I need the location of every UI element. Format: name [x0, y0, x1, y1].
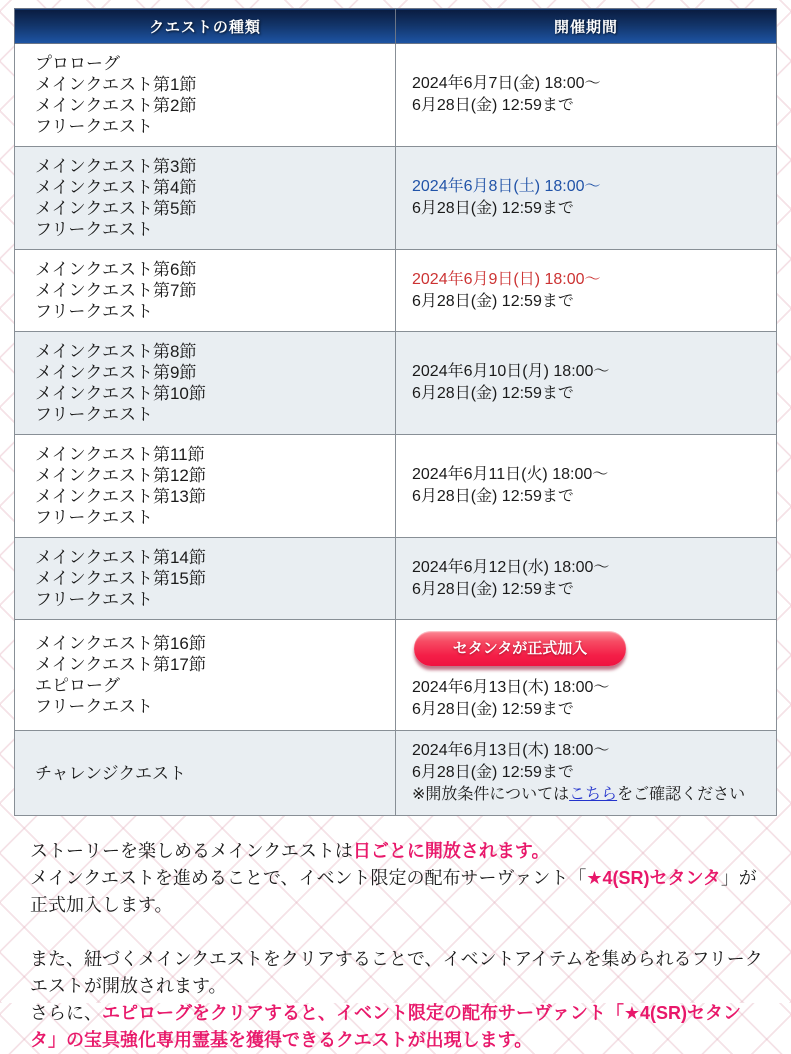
- page-background: [0, 8, 791, 1050]
- note-text: また、紐づくメインクエストをクリアすることで、イベントアイテムを集められるフリークエストが開放されます。: [30, 949, 763, 996]
- note-text: メインクエストを進めることで、イベント限定の配布サーヴァント「: [30, 868, 587, 888]
- quest-type-cell: [15, 250, 396, 332]
- quest-type-cell: [15, 731, 396, 816]
- period-start: 2024年6月9日(日) 18:00～: [412, 270, 601, 288]
- note-paragraph: [30, 865, 763, 919]
- note-paragraph: [30, 946, 763, 1000]
- header-period: 開催期間: [396, 9, 777, 44]
- period-end: 6月28日(金) 12:59まで: [412, 701, 574, 718]
- quest-line: メインクエスト第6節: [35, 260, 197, 279]
- quest-line: メインクエスト第12節: [35, 466, 206, 485]
- period-end: 6月28日(金) 12:59まで: [412, 385, 574, 402]
- quest-line: プロローグ: [35, 54, 120, 73]
- quest-line: フリークエスト: [35, 405, 153, 424]
- period-cell: [396, 332, 777, 435]
- quest-line: メインクエスト第2節: [35, 96, 197, 115]
- period-cell: [396, 44, 777, 147]
- period-end: 6月28日(金) 12:59まで: [412, 580, 574, 598]
- period-start: 2024年6月11日(火) 18:00～: [412, 466, 609, 483]
- header-quest-type: クエストの種類: [15, 9, 396, 44]
- note-emphasis: エピローグをクリアすると、イベント限定の配布サーヴァント「★4(SR)セタンタ」の宝具強化専用霊基を獲得できるクエストが出現します。: [30, 1003, 741, 1050]
- quest-type-cell: [15, 620, 396, 731]
- quest-line: メインクエスト第7節: [35, 281, 197, 300]
- note-text: 」が正式加入します。: [30, 868, 757, 915]
- quest-type-cell: [15, 44, 396, 147]
- quest-type-cell: [15, 332, 396, 435]
- challenge-note: [412, 784, 766, 806]
- note-emphasis: 日ごとに開放されます。: [352, 841, 550, 861]
- quest-line: フリークエスト: [35, 117, 153, 136]
- note-text: さらに、: [30, 1003, 102, 1023]
- kochira-link[interactable]: こちら: [569, 786, 618, 803]
- quest-line: メインクエスト第9節: [35, 363, 197, 382]
- quest-line: フリークエスト: [35, 508, 153, 527]
- quest-line: メインクエスト第3節: [35, 157, 197, 176]
- quest-schedule-table: [14, 8, 777, 816]
- quest-line: メインクエスト第8節: [35, 342, 197, 361]
- quest-line: エピローグ: [35, 676, 120, 695]
- table-row: [15, 250, 777, 332]
- table-row: [15, 147, 777, 250]
- quest-type-cell: [15, 147, 396, 250]
- period-cell: [396, 538, 777, 620]
- quest-line: メインクエスト第15節: [35, 569, 206, 588]
- quest-line: メインクエスト第11節: [35, 445, 205, 464]
- period-cell: [396, 435, 777, 538]
- note-suffix: をご確認ください: [617, 786, 746, 803]
- quest-line: チャレンジクエスト: [35, 763, 186, 783]
- table-row: [15, 620, 777, 731]
- period-start: 2024年6月12日(水) 18:00～: [412, 558, 610, 576]
- period-end: 6月28日(金) 12:59まで: [412, 764, 574, 781]
- notes-section: [30, 838, 763, 1054]
- quest-line: メインクエスト第5節: [35, 199, 197, 218]
- period-start: 2024年6月8日(土) 18:00～: [412, 178, 601, 195]
- header-row: [15, 9, 777, 44]
- table-row: [15, 435, 777, 538]
- note-paragraph: [30, 838, 763, 865]
- period-start: 2024年6月13日(木) 18:00～: [412, 742, 610, 759]
- quest-type-cell: [15, 435, 396, 538]
- quest-line: フリークエスト: [35, 302, 153, 321]
- note-emphasis: ★4(SR)セタンタ: [586, 868, 721, 888]
- period-start: 2024年6月10日(月) 18:00～: [412, 363, 610, 380]
- quest-line: メインクエスト第10節: [35, 384, 206, 403]
- period-cell: [396, 147, 777, 250]
- table-row: [15, 332, 777, 435]
- period-cell: [396, 250, 777, 332]
- table-row: [15, 538, 777, 620]
- period-end: 6月28日(金) 12:59まで: [412, 292, 574, 310]
- note-prefix: ※開放条件については: [412, 786, 570, 803]
- period-cell: [396, 620, 777, 731]
- quest-line: フリークエスト: [35, 220, 153, 239]
- quest-line: メインクエスト第4節: [35, 178, 197, 197]
- note-text: ストーリーを楽しめるメインクエストは: [30, 841, 353, 861]
- setanta-join-badge: セタンタが正式加入: [414, 631, 626, 666]
- table-row: [15, 44, 777, 147]
- period-start: 2024年6月13日(木) 18:00～: [412, 679, 610, 696]
- note-paragraph: [30, 1000, 763, 1054]
- quest-line: フリークエスト: [35, 697, 153, 716]
- quest-type-cell: [15, 538, 396, 620]
- quest-line: メインクエスト第16節: [35, 634, 206, 653]
- quest-line: フリークエスト: [35, 590, 153, 609]
- quest-line: メインクエスト第1節: [35, 75, 197, 94]
- period-start: 2024年6月7日(金) 18:00～: [412, 75, 601, 92]
- period-cell: [396, 731, 777, 816]
- period-end: 6月28日(金) 12:59まで: [412, 200, 574, 217]
- quest-line: メインクエスト第14節: [35, 548, 206, 567]
- quest-line: メインクエスト第17節: [35, 655, 206, 674]
- period-end: 6月28日(金) 12:59まで: [412, 488, 574, 505]
- quest-line: メインクエスト第13節: [35, 487, 206, 506]
- period-end: 6月28日(金) 12:59まで: [412, 97, 574, 114]
- table-row: [15, 731, 777, 816]
